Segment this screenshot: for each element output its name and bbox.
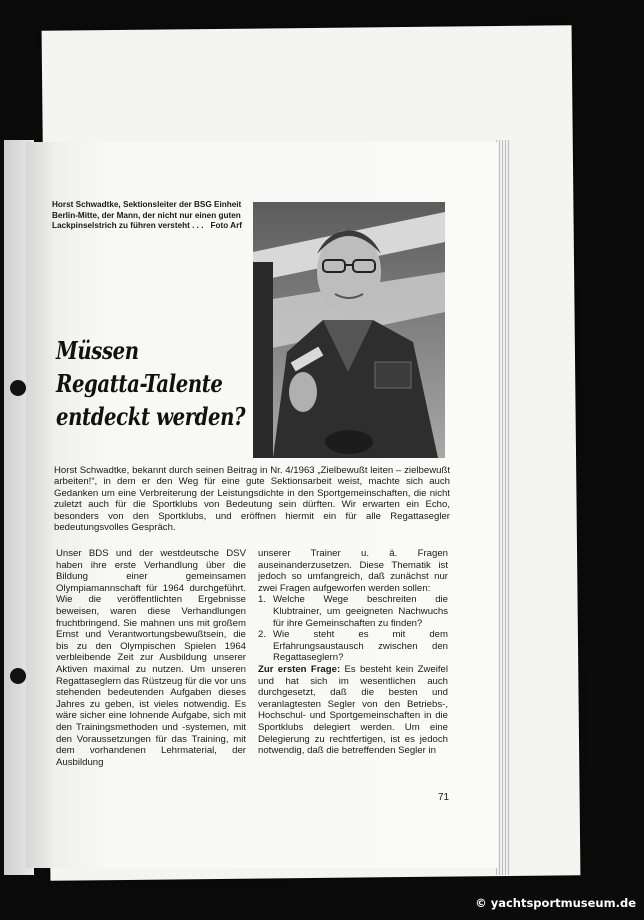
subhead: Zur ersten Frage: [258,663,341,675]
page-stack-edge [496,140,510,875]
photo-credit: Foto Arf [210,221,242,230]
binder-hole [10,380,26,396]
portrait-photo [253,202,445,458]
question-number: 1. [258,594,267,606]
caption-text: Horst Schwadtke, Sektionsleiter der BSG Einheit Berlin-Mitte, der Mann, der nicht nur einen guten Lackpinselstrich zu führen versteht . . . [52,200,242,230]
right-column [258,548,448,757]
intro-paragraph: Horst Schwadtke, bekannt durch seinen Beitrag in Nr. 4/1963 „Zielbewußt leiten – zielbewußt arbeiten!“, in dem er den Weg für eine gute Sektionsarbeit weist, machte sich auch Gedanken um eine Verbreiterung der Leistungsdichte in den Sportgemeinschaften, die nicht zuletzt auch für die Sportklubs von Bedeutung sein dürften. Wir erwarten ein Echo, besonders von den Sportklubs, und eröffnen hiermit ein für alle Regattasegler bedeutungsvolles Gespräch. [54,465,450,534]
question-text: Wie steht es mit dem Erfahrungsaustausch zwischen den Regattaseglern? [273,629,448,664]
question-item [258,594,448,629]
magazine-page [26,142,498,868]
first-question-answer [258,664,448,757]
portrait-image [253,202,445,458]
left-column [56,548,246,768]
headline-line-2: Regatta-Talente [56,369,223,398]
question-number: 2. [258,629,267,641]
binder-hole [10,668,26,684]
question-text: Welche Wege beschreiten die Klubtrainer, um geeigneten Nachwuchs für ihre Gemeinschaften zu finden? [273,594,448,629]
left-column-text: Unser BDS und der westdeutsche DSV haben ihre erste Verhandlung über die Bildung einer gemeinsamen Olympiamannschaft für 1964 durchgeführt. Wie die veröffentlichten Ergebnisse beweisen, waren diese Verhandlungen fruchtbringend. Sie mahnen uns mit großem Ernst und Verantwortungsbewußtsein, die bis zu den Olympischen Spielen 1964 verbleibende Zeit zur Ausbildung unserer Aktiven maximal zu nutzen. Um unseren Regattaseglern das Rüstzeug für die vor uns stehenden bedeutenden Aufgaben dieses Jahres zu geben, ist vieles notwendig. Es wäre sicher eine lohnende Aufgabe, sich mit den Trainingsmethoden und -systemen, mit den Voraussetzungen für das Training, mit dem vorhandenen Lehrmaterial, der Ausbildung [56,548,246,768]
copyright-watermark: © yachtsportmuseum.de [475,896,636,910]
question-item [258,629,448,664]
question-list [258,594,448,664]
headline [56,334,246,433]
right-column-opening: unserer Trainer u. ä. Fragen auseinanderzusetzen. Diese Thematik ist jedoch so umfangreich, daß zunächst nur zwei Fragen aufgeworfen werden sollen: [258,548,448,594]
answer-text: Es besteht kein Zweifel und hat sich im wesentlichen auch durchgesetzt, daß die besten und veranlagtesten Segler von den Betriebs-, Hochschul- und Sportgemeinschaften in die Sportklubs delegiert werden. Um eine Delegierung zu rechtfertigen, ist es jedoch notwendig, daß die betreffenden Segler in [258,663,448,757]
photo-caption [52,200,242,232]
headline-line-1: Müssen [56,336,139,365]
page-number: 71 [438,792,450,803]
headline-line-3: entdeckt werden? [56,402,246,431]
